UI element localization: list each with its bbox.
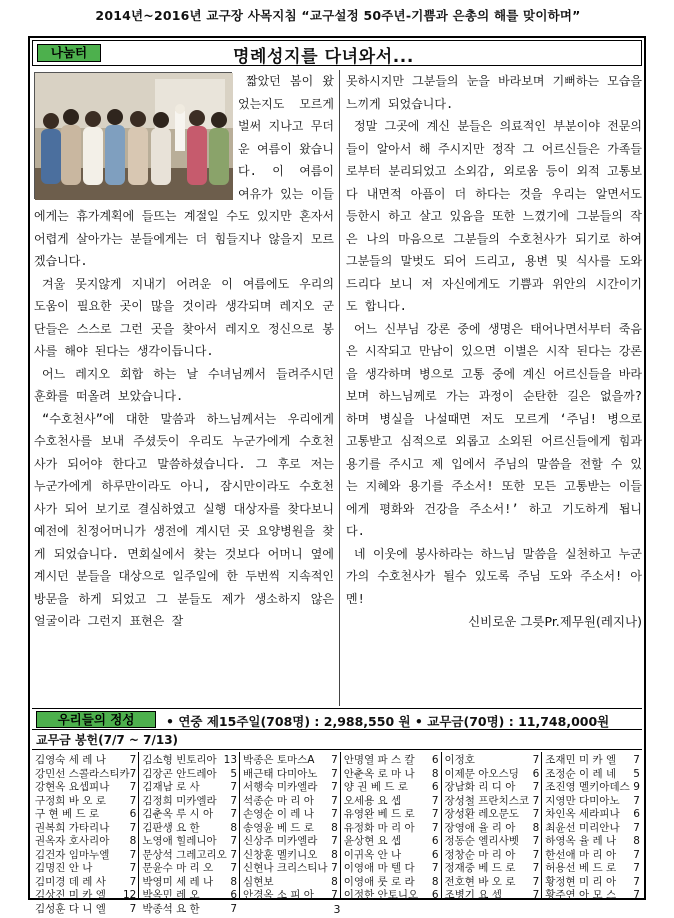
donor-count: 6: [129, 808, 137, 820]
donor-row: [142, 754, 237, 768]
donor-count: 12: [122, 889, 137, 901]
right-paragraph-1: 못하시지만 그분들의 눈을 바라보며 기뻐하는 모습을 느끼게 되었습니다.: [346, 74, 642, 111]
donor-row: [243, 876, 338, 890]
donor-count: 6: [633, 808, 640, 820]
donor-name: 송영윤 베 드 로: [243, 821, 314, 834]
donation-title: 교무금 봉헌(7/7 ~ 7/13): [32, 732, 642, 750]
donor-count: 7: [532, 754, 540, 766]
donor-name: 권옥자 호사리아: [35, 835, 110, 847]
page-number: 3: [333, 903, 341, 916]
donor-row: [445, 754, 540, 768]
donor-row: [35, 889, 136, 903]
donor-row: [142, 862, 237, 876]
donor-name: 이정호: [444, 754, 475, 766]
donor-row: [35, 768, 136, 782]
right-paragraph-3: 어느 신부님 강론 중에 생명은 태어나면서부터 죽음은 시작되고 만남이 있으면 이별은 시작 된다는 강론을 생각하며 병으로 고통 중에 계신 어르신들을 바라보며 하느님께로 가는 과정이 순탄한 길은 없을까? 하며 병실을 나설때면 저도 모르게 ‘주님! 병으로 고통받고 심적으로 외롭고 소외된 어르신들에게 힘과 용기를 주시고 제 입에서 주님의 말씀을 전할 수 있는 지혜와 용기를 주소서! 또한 모든 고통받는 이들에게 평화와 건강을 주소서!’ 하고 기도하게 됩니다.: [346, 321, 642, 538]
donor-row: [545, 822, 640, 836]
donor-row: [344, 862, 439, 876]
donor-count: 7: [532, 848, 540, 861]
donor-count: 7: [532, 808, 540, 820]
donor-name: 이영애 룻 로 라: [343, 875, 415, 888]
offering-bar: [32, 708, 642, 730]
donor-row: [243, 862, 338, 876]
offering-tag: 우리들의 정성: [36, 711, 156, 728]
donor-count: 6: [431, 848, 439, 861]
donor-name: 노영애 힐레니아: [142, 835, 217, 847]
donor-count: 7: [331, 862, 338, 874]
donor-name: 한선애 마 리 아: [545, 848, 617, 861]
donor-row: [344, 849, 439, 863]
donor-name: 김성훈 다 니 엘: [35, 902, 106, 915]
donor-count: 7: [230, 862, 238, 874]
donor-count: 7: [633, 848, 640, 861]
donor-row: [243, 822, 338, 836]
donor-name: 박옥민 레 오: [142, 889, 200, 901]
donor-row: [545, 795, 640, 809]
donor-row: [545, 849, 640, 863]
donor-row: [445, 781, 540, 795]
donor-count: 7: [129, 821, 137, 834]
donor-count: 7: [331, 835, 338, 847]
donor-name: 심현보: [243, 875, 274, 888]
donor-count: 7: [431, 862, 439, 874]
donor-row: [445, 862, 540, 876]
donor-name: 정재중 베 드 로: [444, 862, 516, 874]
donor-row: [445, 795, 540, 809]
left-paragraph-3: 어느 레지오 회합 하는 날 수녀님께서 들려주시던 훈화를 떠올려 보았습니다.: [34, 366, 334, 403]
donor-row: [35, 876, 136, 890]
donor-name: 이귀옥 안 나: [343, 848, 402, 861]
donor-count: 7: [331, 794, 338, 807]
right-column: [346, 70, 642, 706]
donor-count: 7: [331, 781, 338, 793]
donor-count: 6: [532, 767, 540, 780]
donor-name: 신창훈 멜키니오: [243, 848, 318, 861]
donor-count: 8: [532, 821, 540, 834]
donor-row: [344, 835, 439, 849]
donor-name: 구정희 바 오 로: [35, 794, 106, 807]
donor-count: 7: [532, 794, 540, 807]
donor-name: 김영숙 세 레 나: [35, 754, 106, 766]
donor-row: [35, 835, 136, 849]
donor-name: 차인옥 세라피나: [545, 808, 620, 820]
donor-count: 7: [331, 889, 338, 901]
donor-name: 김상진 미 카 엘: [35, 889, 106, 901]
donor-name: 장영애 율 리 아: [444, 821, 516, 834]
donor-row: [445, 768, 540, 782]
donor-count: 7: [633, 889, 640, 901]
donor-name: 안명열 파 스 칼: [343, 754, 415, 766]
donor-count: 8: [331, 848, 338, 861]
donor-name: 이제문 아오스딩: [444, 767, 519, 780]
donor-count: 8: [230, 821, 238, 834]
donor-name: 박종은 토마스A: [243, 754, 315, 766]
donor-row: [243, 808, 338, 822]
donor-column: [32, 752, 139, 915]
donor-name: 전호현 바 오 로: [444, 875, 516, 888]
donor-name: 이정한 안토니오: [343, 889, 419, 901]
group-photo-image: [35, 73, 233, 200]
donor-count: 7: [230, 808, 238, 820]
donor-count: 7: [230, 781, 238, 793]
donor-count: 8: [431, 767, 439, 780]
donor-name: 이영애 마 텔 다: [343, 862, 415, 874]
donor-name: 조병기 요 셉: [444, 889, 502, 901]
donor-name: 정동순 엘리사벳: [444, 835, 519, 847]
donor-name: 김장곤 안드레아: [142, 767, 217, 780]
donor-name: 김미경 데 레 사: [35, 875, 106, 888]
donor-count: 7: [129, 875, 137, 888]
donor-row: [344, 754, 439, 768]
donor-name: 김명진 안 나: [35, 862, 93, 874]
donor-count: 7: [633, 862, 640, 874]
donor-count: 7: [129, 848, 137, 861]
donor-name: 신상주 미카엘라: [243, 835, 318, 847]
donor-name: 손영순 이 레 나: [243, 808, 314, 820]
donor-count: 7: [431, 808, 439, 820]
donor-name: 배근태 다미아노: [243, 767, 318, 780]
donor-row: [545, 862, 640, 876]
donor-row: [243, 849, 338, 863]
donor-count: 7: [331, 754, 338, 766]
donor-row: [243, 835, 338, 849]
donor-name: 최윤선 미리안나: [545, 821, 620, 834]
donor-name: 장성철 프란치스코: [444, 794, 529, 807]
donor-row: [545, 835, 640, 849]
donor-count: 13: [223, 754, 238, 766]
donor-count: 7: [532, 875, 540, 888]
donor-count: 9: [633, 781, 640, 793]
donor-count: 7: [331, 808, 338, 820]
donor-count: 7: [129, 754, 137, 766]
donor-count: 7: [331, 767, 338, 780]
donor-row: [35, 862, 136, 876]
donor-row: [243, 781, 338, 795]
donor-name: 안경옥 소 피 아: [243, 889, 314, 901]
donor-count: 7: [532, 835, 540, 847]
donor-row: [545, 754, 640, 768]
donor-name: 문윤수 마 리 오: [142, 862, 214, 874]
left-paragraph-4: “수호천사”에 대한 말씀과 하느님께서는 우리에게 수호천사를 보내 주셨듯이 우리도 누군가에게 수호천사가 되어야 한다고 말씀하셨습니다. 그 후로 저는 누군가에게 하루만이라도 아니, 잠시만이라도 수호천사가 되어 보기로 결심하였고 실행 대상자를 찾다보니 예전에 친정어머니가 생전에 계시던 곳 요양병원을 찾게 되었습니다. 면회실에서 찾는 것보다 어머니 옆에 계시던 분들을 대상으로 일주일에 한 두번씩 지속적인 방문을 하게 되었고 그 분들도 제가 생소하지 않은 얼굴이라 그런지 표현은 잘: [34, 411, 334, 628]
donor-row: [243, 768, 338, 782]
donor-name: 김건자 임마누엘: [35, 848, 110, 861]
author-signature: 신비로운 그릇Pr.제무원(레지나): [468, 614, 642, 629]
donor-column: [240, 752, 341, 901]
section-tag: 나눔터: [37, 44, 101, 62]
donor-name: 서행숙 미카엘라: [243, 781, 318, 793]
donor-name: 박종석 요 한: [142, 902, 200, 915]
donor-row: [545, 876, 640, 890]
donor-row: [35, 822, 136, 836]
donor-name: 구 현 베 드 로: [35, 808, 100, 820]
donor-name: 김재남 로 사: [142, 781, 200, 793]
donor-count: 8: [633, 835, 640, 847]
donor-row: [142, 876, 237, 890]
donor-list: [32, 752, 642, 915]
title-bar: [32, 40, 642, 66]
donor-row: [35, 795, 136, 809]
donor-name: 하영옥 율 레 나: [545, 835, 617, 847]
donor-count: 5: [633, 767, 640, 780]
donor-count: 8: [331, 821, 338, 834]
donor-name: 김소형 빈토리아: [142, 754, 217, 766]
donor-row: [344, 808, 439, 822]
donor-column: [442, 752, 543, 901]
donor-name: 박영미 세 레 나: [142, 875, 214, 888]
article-frame: [28, 36, 646, 915]
donor-row: [35, 754, 136, 768]
donor-count: 7: [532, 862, 540, 874]
donor-column: [341, 752, 442, 901]
donor-row: [344, 876, 439, 890]
right-paragraph-2: 정말 그곳에 계신 분들은 의료적인 부분이야 전문의들이 알아서 해 주시지만 정작 그 어르신들은 가족들로부터 분리되었고 소외감, 외로움 등이 외적 고통보다 내면적 아픔이 더 하다는 것을 우리는 알면서도 등한시 하고 살고 있음을 또한 느꼈기에 그분들의 작은 나의 마음으로 그분들의 수호천사가 되기로 하여 그분들의 말벗도 되어 드리고, 용변 및 식사를 도와드리다 보니 저 자신에게도 기쁨과 위안의 시간이기도 합니다.: [346, 119, 642, 313]
donor-count: 7: [129, 794, 137, 807]
donor-row: [35, 781, 136, 795]
donor-row: [142, 889, 237, 903]
donor-row: [545, 808, 640, 822]
donor-row: [445, 822, 540, 836]
donor-count: 7: [633, 875, 640, 888]
donor-name: 황주연 아 모 스: [545, 889, 617, 901]
donor-count: 7: [129, 767, 137, 780]
donor-name: 김춘옥 루 시 아: [142, 808, 214, 820]
donor-name: 유정화 마 리 아: [343, 821, 415, 834]
donor-count: 6: [431, 889, 439, 901]
donor-name: 양 권 베 드 로: [343, 781, 408, 793]
column-divider: [339, 70, 340, 706]
donor-count: 7: [230, 848, 238, 861]
donor-count: 7: [129, 862, 137, 874]
donor-count: 7: [129, 781, 137, 793]
donor-row: [445, 808, 540, 822]
donor-count: 7: [431, 821, 439, 834]
donor-count: 7: [230, 835, 238, 847]
donor-row: [142, 835, 237, 849]
donor-count: 5: [230, 767, 238, 780]
donor-row: [545, 889, 640, 903]
left-paragraph-1: 짧았던 봄이 왔었는지도 모르게 벌써 지나고 무더운 여름이 왔습니다. 이 여름이 여유가 있는 이들에게는 휴가계획에 들뜨는 계절일 수도 있지만 혼자서 어렵게 살아가는 분들에게는 더 힘들지나 않을지 모르겠습니다.: [34, 74, 334, 268]
donor-row: [545, 781, 640, 795]
donor-count: 8: [331, 875, 338, 888]
donor-row: [243, 795, 338, 809]
donor-row: [142, 822, 237, 836]
donor-row: [344, 889, 439, 903]
donor-name: 신현나 크리스티나: [243, 862, 328, 874]
right-paragraph-4: 네 이웃에 봉사하라는 하느님 말씀을 실천하고 누군가의 수호천사가 될수 있도록 주님 도와 주소서! 아멘!: [346, 546, 642, 606]
donor-column: [542, 752, 642, 901]
donor-row: [243, 754, 338, 768]
donor-row: [142, 849, 237, 863]
donor-name: 강현옥 요셉피나: [35, 781, 110, 793]
donor-count: 7: [633, 794, 640, 807]
donor-row: [142, 768, 237, 782]
donor-count: 7: [431, 794, 439, 807]
donor-count: 6: [431, 835, 439, 847]
donor-count: 8: [431, 875, 439, 888]
donor-count: 7: [532, 781, 540, 793]
donor-row: [445, 876, 540, 890]
donor-row: [344, 781, 439, 795]
donor-name: 안춘옥 로 마 나: [343, 767, 415, 780]
donor-name: 조진영 멜키아데스: [545, 781, 630, 793]
group-photo: [34, 72, 232, 199]
donor-count: 7: [633, 754, 640, 766]
donor-row: [35, 849, 136, 863]
donor-row: [445, 889, 540, 903]
donor-count: 8: [129, 835, 137, 847]
donor-row: [243, 889, 338, 903]
donor-row: [35, 808, 136, 822]
donor-count: 6: [431, 781, 439, 793]
donor-name: 강민선 스콜라스티카: [35, 767, 130, 780]
donor-count: 7: [230, 902, 238, 915]
donor-row: [142, 781, 237, 795]
donor-name: 문상석 그레고리오: [142, 848, 227, 861]
donor-name: 김판생 요 한: [142, 821, 200, 834]
offering-summary: • 연중 제15주일(708명) : 2,988,550 원 • 교무금(70명) : 11,748,000원: [166, 714, 610, 729]
donor-name: 김정희 미카엘라: [142, 794, 217, 807]
donor-row: [344, 795, 439, 809]
donor-row: [142, 795, 237, 809]
donor-name: 오세용 요 셉: [343, 794, 402, 807]
donor-name: 정창순 마 리 아: [444, 848, 516, 861]
donor-name: 권복희 가타리나: [35, 821, 110, 834]
donor-row: [344, 822, 439, 836]
donor-name: 석종순 마 리 아: [243, 794, 314, 807]
donor-name: 장남화 리 디 아: [444, 781, 516, 793]
donor-row: [445, 835, 540, 849]
donor-count: 7: [633, 821, 640, 834]
donor-row: [445, 849, 540, 863]
donor-count: 7: [230, 794, 238, 807]
donor-name: 장성환 레오문도: [444, 808, 519, 820]
donor-name: 조정순 이 레 네: [545, 767, 617, 780]
donor-row: [344, 768, 439, 782]
page-header: 2014년~2016년 교구장 사목지침 “교구설정 50주년-기쁨과 은총의 해를 맞이하며”: [95, 8, 581, 23]
donor-name: 윤상현 요 셉: [343, 835, 402, 847]
donor-count: 7: [129, 902, 137, 915]
article-title: 명례성지를 다녀와서...: [233, 47, 414, 67]
donor-column: [139, 752, 240, 915]
donor-name: 지영만 다미아노: [545, 794, 620, 807]
donor-count: 7: [532, 889, 540, 901]
donor-name: 유영완 베 드 로: [343, 808, 415, 820]
donor-name: 조재민 미 카 엘: [545, 754, 617, 766]
donor-name: 황정현 미 리 아: [545, 875, 617, 888]
donor-row: [545, 768, 640, 782]
donor-name: 허용선 베 드 로: [545, 862, 617, 874]
left-column: [34, 70, 334, 706]
donor-count: 6: [431, 754, 439, 766]
left-paragraph-2: 겨울 못지않게 지내기 어려운 이 여름에도 우리의 도움이 필요한 곳이 많을 것이라 생각되며 레지오 군단들은 스스로 그런 곳을 찾아서 레지오 정신으로 봉사를 해야 된다는 생각이듭니다.: [34, 276, 334, 358]
donor-row: [142, 808, 237, 822]
donor-count: 8: [230, 875, 238, 888]
donor-count: 6: [230, 889, 238, 901]
